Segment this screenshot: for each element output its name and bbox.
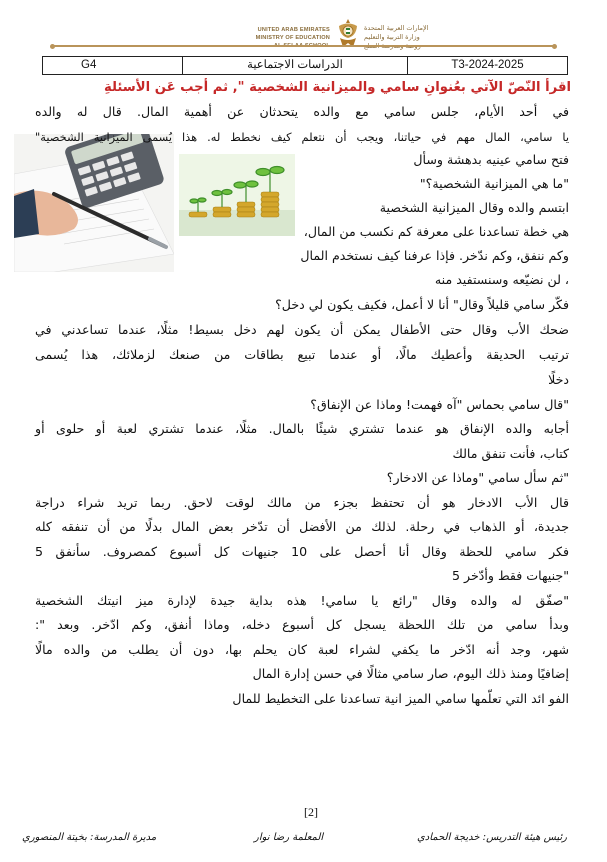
page-number: [2] (304, 805, 318, 819)
passage-line-4: "ما هي الميزانية الشخصية؟" (419, 176, 569, 191)
passage-line-16: "ثم سأل سامي "وماذا عن الادخار؟ (386, 470, 569, 485)
passage-line-23: شهر، وجد أنه ادّخر ما يكفي لشراء لعبة كان يحلم بها، دون أن يطلب من والده مالًا (35, 642, 569, 657)
passage-title: اقرأ النّصّ الآتي بعُنوانِ سامي والميزانية الشخصية ", ثم أجب عَن الأسئلةِ (104, 80, 571, 95)
passage-line-21: "صفّق له والده وقال "رائع يا سامي! هذه بداية جيدة لإدارة ميز انيتك الشخصية (35, 593, 569, 608)
header-divider (52, 45, 554, 47)
passage-line-22: وبدأ سامي من تلك اللحظة يسجل كل أسبوع دخله، وماذا أنفق، وكم ادّخر. وبعد ": (35, 617, 569, 632)
passage-line-2: يا سامي، المال مهم في حياتنا، ويجب أن نتعلم كيف نخطط له. هذا يُسمى الميزانية الشخصية" (35, 130, 569, 144)
coin-plants-photo (179, 154, 295, 236)
signature-principal: مديرة المدرسة: بخيتة المنصوري (22, 832, 157, 843)
passage-line-17: قال الأب الادخار هو أن تحتفظ بجزء من مالك لوقت لاحق. ربما تريد شراء دراجة (35, 495, 569, 510)
passage-line-11: ترتيب الحديقة وأعطيك مالًا، أو عندما تبيع بطاقات من صنعك لزملائك، هذا يُسمى (35, 347, 569, 362)
info-table (42, 56, 568, 75)
signature-teacher: المعلمة رضا نوار (254, 832, 324, 843)
passage-line-24: إضافيًا ومنذ ذلك اليوم، صار سامي مثالًا في حسن إدارة المال (252, 666, 569, 681)
calculator-hand-photo (14, 134, 174, 272)
org-ar-line-2: وزارة التربية والتعليم (364, 33, 420, 41)
org-ar-line-1: الإمارات العربية المتحدة (364, 24, 429, 32)
signature-head-of-department: رئيس هيئة التدريس: خديجة الحمادي (416, 832, 567, 843)
passage-line-15: كتاب، فأنت تنفق مالك (452, 446, 569, 461)
passage-line-10: ضحك الأب وقال حتى الأطفال يمكن أن يكون لهم دخل بسيط! مثلًا، عندما تساعدني في (35, 322, 569, 337)
org-en-line-2: MINISTRY OF EDUCATION (255, 35, 330, 41)
passage-line-9: فكّر سامي قليلاً وقال" أنا لا أعمل، فكيف يكون لي دخل؟ (275, 297, 569, 312)
passage-line-6: هي خطة تساعدنا على معرفة كم نكسب من المال، (303, 224, 569, 239)
term-cell: T3-2024-2025 (451, 59, 524, 71)
passage-line-13: "قال سامي بحماس "آه فهمت! وماذا عن الإنفاق؟ (310, 397, 569, 412)
org-en-line-1: UNITED ARAB EMIRATES (257, 27, 330, 33)
subject-cell: الدراسات الاجتماعية (183, 57, 408, 74)
passage-line-8: ، لن نضيّعه وسنستفيد منه (434, 272, 569, 287)
header-divider-dot-left (50, 44, 55, 49)
passage-line-19: فكر سامي للحظة وقال أنا أحصل على 10 جنيهات كل أسبوع كمصروف. سأنفق 5 (35, 544, 569, 559)
grade-cell: G4 (43, 57, 183, 74)
passage-line-20: "جنيهات فقط وأدّخر 5 (452, 568, 569, 583)
passage-line-25: الفو ائد التي تعلّمها سامي الميز انية تساعدنا على التخطيط للمال (232, 691, 569, 706)
passage-line-12: دخلًا (548, 372, 569, 387)
passage-line-1: في أحد الأيام، جلس سامي مع والده يتحدثان عن أهمية المال. قال له والده (35, 104, 569, 119)
passage-line-7: وكم ننفق، وكم ندّخر. فإذا عرفنا كيف نستخدم المال (300, 248, 569, 263)
header-divider-dot-right (552, 44, 557, 49)
passage-line-18: جديدة، أو الذهاب في رحلة. لذلك من الأفضل أن تدّخر بعض المال بدلًا من أن تنفقه كله (35, 519, 569, 534)
passage-line-14: أجابه والده الإنفاق هو عندما تشتري شيئًا بالمال. مثلًا، عندما تشتري لعبة أو حلوى أو (35, 421, 569, 436)
passage-line-3: فتح سامي عينيه بدهشة وسأل (413, 152, 569, 167)
passage-line-5: ابتسم والده وقال الميزانية الشخصية (379, 200, 569, 215)
